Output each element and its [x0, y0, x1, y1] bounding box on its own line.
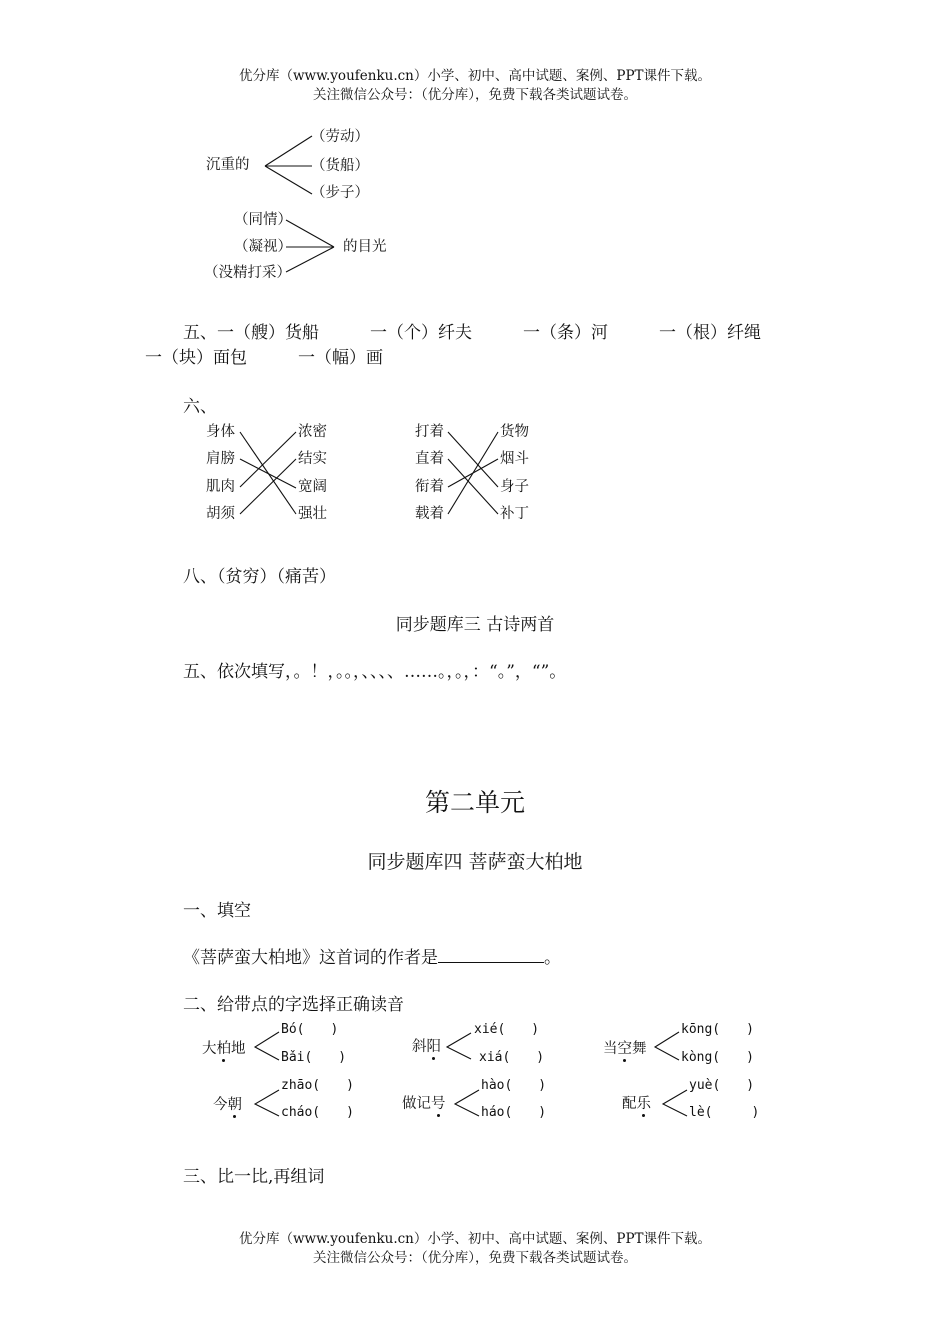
bracket-6 [663, 1090, 687, 1116]
q2-opt-4b[interactable]: cháo( ) [281, 1105, 354, 1120]
section8: 八、（贫穷）（痛苦） [183, 567, 336, 587]
heavy-center: 沉重的 [206, 157, 250, 173]
q2-word-6-pre: 配 [622, 1096, 637, 1112]
q2-opt-1a[interactable]: Bó( ) [281, 1022, 339, 1037]
q2-opt-1b[interactable]: Bǎi( ) [281, 1050, 347, 1065]
lesson3-title: 同步题库三 古诗两首 [395, 615, 555, 635]
line-heavy-1 [265, 136, 312, 166]
lesson3-q5: 五、依次填写，。！，。。，、、、、……。，。，：“。”，“”。 [183, 662, 567, 682]
gaze-center: 的目光 [343, 239, 387, 255]
gaze-source-1: （同情） [234, 212, 292, 228]
q3-label: 三、比一比,再组词 [183, 1167, 325, 1187]
line-6b-1 [448, 432, 498, 487]
q2-word-4 [213, 1096, 242, 1114]
s6-left-a-1: 身体 [206, 424, 235, 440]
s6-left-b-3: 衔着 [415, 479, 444, 495]
line-6a-2 [240, 459, 296, 488]
q2-word-2-pre: 斜 [412, 1039, 427, 1055]
s6-left-b-4: 载着 [415, 506, 444, 522]
bracket-3 [655, 1032, 679, 1060]
gaze-source-2: （凝视） [234, 239, 292, 255]
gaze-source-3: （没精打采） [204, 265, 291, 281]
heavy-target-3: （步子） [311, 185, 369, 201]
q2-word-3-pre: 当 [603, 1041, 618, 1057]
line-6a-3 [240, 432, 296, 487]
line-6b-2 [448, 459, 498, 514]
lesson4-title: 同步题库四 菩萨蛮大柏地 [367, 851, 583, 873]
q2-word-1-pre: 大 [202, 1041, 217, 1057]
q2-opt-5a[interactable]: hào( ) [481, 1078, 547, 1093]
q2-word-1-post: 地 [231, 1041, 246, 1057]
q2-word-2-dot: 阳 [426, 1039, 441, 1055]
line-gaze-1 [286, 220, 334, 247]
q1-answer-blank[interactable] [438, 947, 544, 963]
q2-opt-3b[interactable]: kòng( ) [681, 1050, 754, 1065]
s6-right-b-3: 身子 [500, 479, 529, 495]
q1-sentence [183, 947, 561, 969]
q2-label: 二、给带点的字选择正确读音 [183, 995, 404, 1015]
q2-opt-6a[interactable]: yuè( ) [689, 1078, 755, 1093]
q2-word-1 [202, 1040, 246, 1058]
bracket-5 [455, 1090, 479, 1116]
q2-opt-5b[interactable]: háo( ) [481, 1105, 547, 1120]
q2-word-2 [412, 1038, 441, 1056]
header-line-2: 关注微信公众号：（优分库），免费下载各类试题试卷。 [313, 87, 637, 103]
q2-word-3-post: 舞 [632, 1041, 647, 1057]
q2-word-6-dot: 乐 [636, 1096, 651, 1112]
s6-right-a-3: 宽阔 [298, 479, 327, 495]
s6-right-b-2: 烟斗 [500, 451, 529, 467]
unit-title: 第二单元 [424, 788, 525, 817]
section5-line-1: 五、一（艘）货船 一（个）纤夫 一（条）河 一（根）纤绳 [183, 323, 761, 343]
heavy-target-1: （劳动） [311, 129, 369, 145]
s6-left-b-2: 直着 [415, 451, 444, 467]
bracket-2 [447, 1033, 471, 1059]
q1-text-before: 《菩萨蛮大柏地》这首词的作者是 [183, 948, 438, 968]
q2-opt-3a[interactable]: kōng( ) [681, 1022, 754, 1037]
s6-right-a-2: 结实 [298, 451, 327, 467]
q2-opt-4a[interactable]: zhāo( ) [281, 1078, 354, 1093]
q2-word-5-pre: 做记 [402, 1096, 431, 1112]
q2-opt-2a[interactable]: xié( ) [474, 1022, 540, 1037]
q2-opt-6b[interactable]: lè( ) [689, 1105, 760, 1120]
s6-left-a-3: 肌肉 [206, 479, 235, 495]
s6-right-a-1: 浓密 [298, 424, 327, 440]
q2-opt-2b[interactable]: xiá( ) [479, 1050, 545, 1065]
section5-line-2: 一（块）面包 一（幅）画 [145, 348, 383, 368]
q2-word-1-dot: 柏 [216, 1041, 231, 1057]
line-6b-4 [448, 432, 498, 514]
q1-label: 一、填空 [183, 901, 251, 921]
q1-text-after: 。 [544, 948, 561, 968]
q2-word-6 [622, 1095, 651, 1113]
s6-left-a-4: 胡须 [206, 506, 235, 522]
s6-right-b-4: 补丁 [500, 506, 529, 522]
line-gaze-3 [286, 247, 334, 272]
s6-right-b-1: 货物 [500, 424, 529, 440]
heavy-target-2: （货船） [311, 158, 369, 174]
header-line-1: 优分库（www.youfenku.cn）小学、初中、高中试题、案例、PPT课件下载。 [238, 68, 712, 84]
footer-line-2: 关注微信公众号：（优分库），免费下载各类试题试卷。 [313, 1250, 637, 1266]
bracket-1 [255, 1032, 279, 1060]
q2-word-5 [402, 1095, 446, 1113]
line-heavy-3 [265, 166, 312, 194]
s6-left-b-1: 打着 [415, 424, 444, 440]
footer-line-1: 优分库（www.youfenku.cn）小学、初中、高中试题、案例、PPT课件下载。 [238, 1231, 712, 1247]
section6-label: 六、 [183, 397, 217, 417]
q2-word-3 [603, 1040, 647, 1058]
s6-left-a-2: 肩膀 [206, 451, 235, 467]
q2-word-4-pre: 今 [213, 1097, 228, 1113]
q2-word-4-dot: 朝 [227, 1097, 242, 1113]
q2-word-3-dot: 空 [617, 1041, 632, 1057]
s6-right-a-4: 强壮 [298, 506, 327, 522]
line-6a-4 [240, 459, 296, 514]
bracket-4 [255, 1090, 279, 1116]
q2-word-5-dot: 号 [431, 1096, 446, 1112]
